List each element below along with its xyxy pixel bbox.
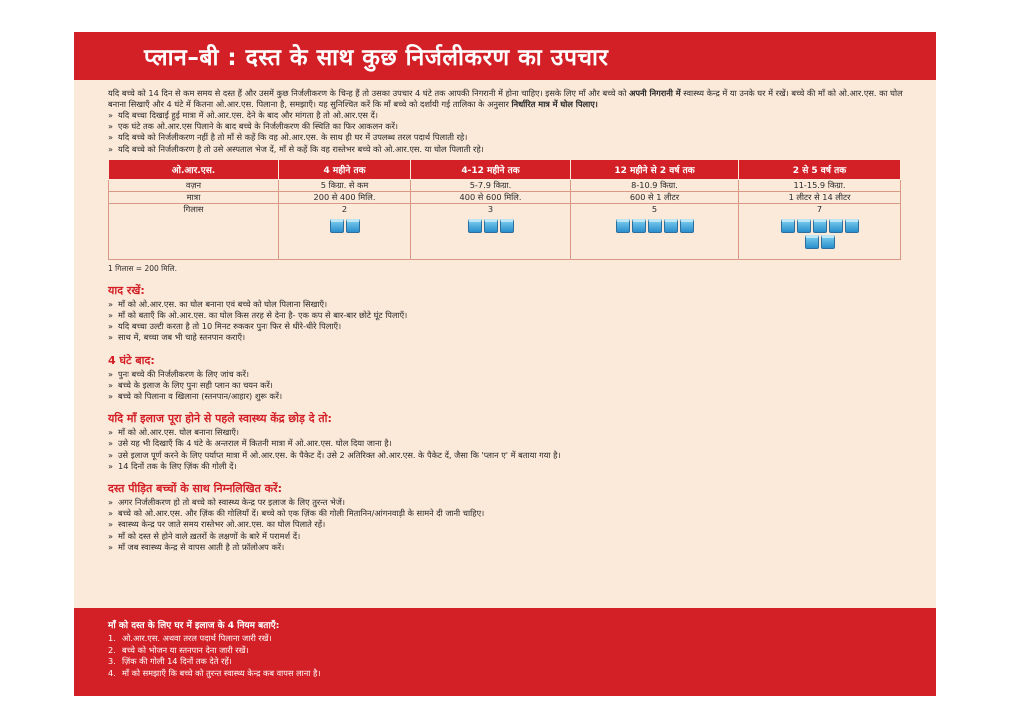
table-cell: 1 लीटर से 14 लीटर [739,191,901,203]
dosage-table [108,159,901,260]
row-label: मात्रा [109,191,279,203]
table-header: 4-12 महीने तक [411,159,571,179]
table-cell: 8-10.9 किग्रा. [571,179,739,191]
glass-icon [648,219,662,233]
list-item: » माँ को ओ.आर.एस. घोल बनाना सिखाएँ। [108,427,904,438]
content [108,88,904,553]
glass-icon [468,219,482,233]
list-item: » माँ को बताएँ कि ओ.आर.एस. का घोल किस तरह से देना है- एक कप से बार-बार छोटे घूंट पिलाएँ। [108,310,904,321]
glass-icon [781,219,795,233]
list-item: » माँ जब स्वास्थ्य केन्द्र से वापस आती है तो फ़ॉलोअप करें। [108,542,904,553]
glass-icons [303,219,387,233]
list-item: » यदि बच्चा दिखाई हुई मात्रा में ओ.आर.एस. देने के बाद और मांगता है तो ओ.आर.एस दें। [108,110,904,121]
list-item: » पुनः बच्चे की निर्जलीकरण के लिए जांच करें। [108,369,904,380]
list-item: » स्वास्थ्य केन्द्र पर जाते समय रास्तेभर ओ.आर.एस. का घोल पिलाते रहें। [108,519,904,530]
list-item [108,645,902,657]
list-item: » यदि बच्चा उल्टी करता है तो 10 मिनट रुककर पुनः फिर से धीरे-धीरे पिलाएँ। [108,321,904,332]
table-cell: 5-7.9 किग्रा. [411,179,571,191]
glass-icons [613,219,697,233]
glass-icon [632,219,646,233]
table-header: 12 महीने से 2 वर्ष तक [571,159,739,179]
glass-icon [330,219,344,233]
table-cell: 600 से 1 लीटर [571,191,739,203]
glass-icons [778,219,862,249]
glass-icon [500,219,514,233]
section-heading-remember: याद रखें: [108,283,145,297]
intro-text-2: स्वास्थ्य केन्द्र में या उनके घर में रखें। बच्चे की माँ को ओ.आर.एस. का घोल बनाना सिखाएँ और 4 घंटे में कितना ओ.आर.एस. पिलाना है, समझाएँ। यह सुनिश्चित करें कि माँ बच्चे को दर्शायी गई तालिका के अनुसार [108,88,903,109]
list-item: » 14 दिनों तक के लिए ज़िंक की गोली दें। [108,461,904,472]
list-item: » उसे यह भी दिखाएँ कि 4 घंटे के अन्तराल में कितनी मात्रा में ओ.आर.एस. घोल दिया जाना है। [108,438,904,449]
list-item: » माँ को ओ.आर.एस. का घोल बनाना एवं बच्चे को घोल पिलाना सिखाएँ। [108,299,904,310]
glass-icons [449,219,533,233]
glass-count: 5 [651,203,658,214]
list-number: 1. [108,633,116,643]
glass-count: 7 [816,203,823,214]
glass-count: 3 [487,203,494,214]
home-treatment-rules-box [74,608,936,696]
glass-count: 2 [341,203,348,214]
list-item [108,656,902,668]
list-item [108,633,902,645]
page-title: प्लान–बी : दस्त के साथ कुछ निर्जलीकरण का उपचार [74,32,936,80]
row-label: गिलास [109,203,279,259]
glass-cell [411,203,571,259]
intro-text-1: यदि बच्चे को 14 दिन से कम समय से दस्त हैं और उसमें कुछ निर्जलीकरण के चिन्ह हैं तो उसका उपचार 4 घंटे तक आपकी निगरानी में होना चाहिए। इसके लिए माँ और बच्चे को [108,88,630,98]
intro-paragraph [108,88,904,110]
list-number: 3. [108,656,116,666]
list-item: » यदि बच्चे को निर्जलीकरण है तो उसे अस्पताल भेज दें, माँ से कहें कि वह रास्तेभर बच्चे को ओ.आर.एस. या घोल पिलाती रहे। [108,144,904,155]
glass-icon [616,219,630,233]
list-number: 2. [108,644,116,655]
list-text: ज़िंक की गोली 14 दिनों तक देते रहें। [122,656,232,666]
section-list-remember [108,299,904,344]
list-item: » एक घंटे तक ओ.आर.एस पिलाने के बाद बच्चे के निर्जलीकरण की स्थिति का फिर आकलन करें। [108,121,904,132]
glass-icon [845,219,859,233]
section-list-diarrhea-children [108,497,904,553]
section-heading-after-4-hours: 4 घंटे बाद: [108,353,155,367]
list-text: बच्चे को भोजन या स्तनपान देना जारी रखें। [122,644,249,655]
glass-cell [571,203,739,259]
glass-cell [279,203,411,259]
section-list-mother-leaves [108,427,904,472]
table-header: ओ.आर.एस. [109,159,279,179]
glass-icon [797,219,811,233]
glass-icon [664,219,678,233]
list-text: ओ.आर.एस. अथवा तरल पदार्थ पिलाना जारी रखें। [122,633,272,643]
list-item: » यदि बच्चे को निर्जलीकरण नहीं है तो माँ से कहें कि वह ओ.आर.एस. के साथ ही घर में उपलब्ध तरल पदार्थ पिलाती रहे। [108,132,904,143]
table-row [109,191,901,203]
section-heading-mother-leaves: यदि माँ इलाज पूरा होने से पहले स्वास्थ्य केंद्र छोड़ दे तो: [108,412,332,426]
list-item: » साथ में, बच्चा जब भी चाहे स्तनपान कराएँ। [108,332,904,343]
table-header: 2 से 5 वर्ष तक [739,159,901,179]
glass-icon [829,219,843,233]
list-text: माँ को समझाएँ कि बच्चे को तुरन्त स्वास्थ्य केन्द्र कब वापस लाना है। [122,667,321,678]
list-item: » बच्चे के इलाज के लिए पुनः सही प्लान का चयन करें। [108,380,904,391]
table-cell: 400 से 600 मिलि. [411,191,571,203]
glass-icon [346,219,360,233]
glass-icon [680,219,694,233]
list-item: » बच्चे को ओ.आर.एस. और ज़िंक की गोलियाँ दें। बच्चे को एक ज़िंक की गोली मितानिन/आंगनवाड़ी के सामने दी जानी चाहिए। [108,508,904,519]
section-list-after-4-hours [108,369,904,403]
glass-icon [821,235,835,249]
table-row [109,179,901,191]
glass-icon [484,219,498,233]
intro-bold-1: अपनी निगरानी में [629,88,681,98]
list-item: » माँ को दस्त से होने वाले ख़तरों के लक्षणों के बारे में परामर्श दें। [108,531,904,542]
list-item: » बच्चे को पिलाना व खिलाना (स्तनपान/आहार) शुरू करें। [108,391,904,402]
list-number: 4. [108,667,116,678]
glass-icon [813,219,827,233]
poster [74,32,936,696]
row-label: वज़न [109,179,279,191]
table-cell: 200 से 400 मिलि. [279,191,411,203]
list-item [108,668,902,680]
table-header-row [109,159,901,179]
table-cell: 5 किग्रा. से कम [279,179,411,191]
glass-icon [805,235,819,249]
list-item: » अगर निर्जलीकरण हो तो बच्चे को स्वास्थ्य केन्द्र पर इलाज के लिए तुरन्त भेजें। [108,497,904,508]
section-heading-diarrhea-children: दस्त पीड़ित बच्चों के साथ निम्नलिखित करें: [108,482,283,496]
glass-cell [739,203,901,259]
list-item: » उसे इलाज पूर्ण करने के लिए पर्याप्त मात्रा में ओ.आर.एस. के पैकेट दें। उसे 2 अतिरिक्त ओ.आर.एस. के पैकेट दें, जैसा कि 'प्लान ए' में बताया गया है। [108,450,904,461]
table-header: 4 महीने तक [279,159,411,179]
footer-heading: माँ को दस्त के लिए घर में इलाज के 4 नियम बताएँ: [108,621,280,631]
table-row-glasses [109,203,901,259]
table-footnote: 1 गिलास = 200 मिलि. [108,263,178,273]
table-cell: 11-15.9 किग्रा. [739,179,901,191]
intro-bold-2: निर्धारित मात्र में घोल पिलाए। [511,99,598,109]
intro-bullets [108,110,904,155]
footer-list [108,633,902,679]
